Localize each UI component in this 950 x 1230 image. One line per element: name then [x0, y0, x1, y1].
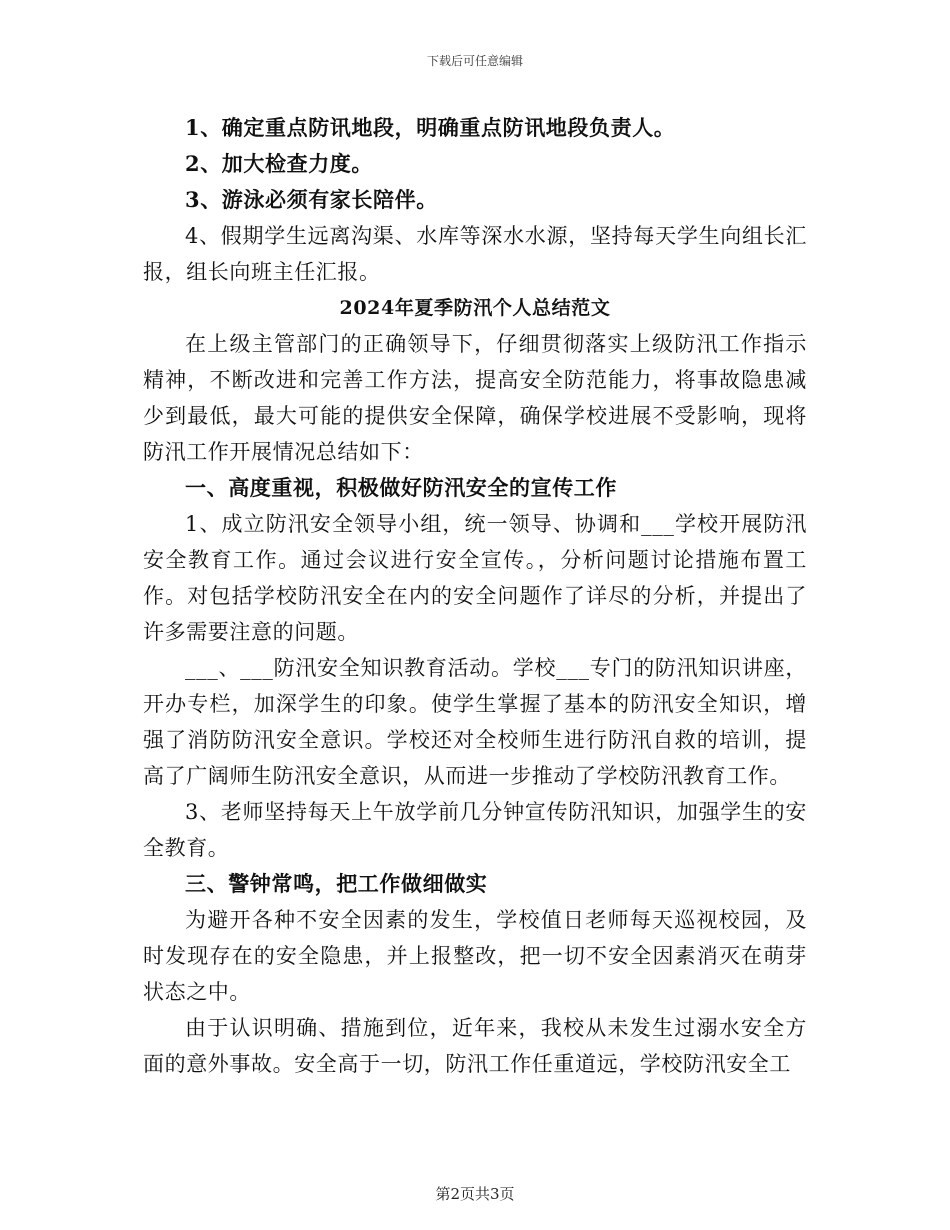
- section-3-paragraph-2: 由于认识明确、措施到位，近年来，我校从未发生过溺水安全方面的意外事故。安全高于一切，防汛工作任重道远，学校防汛安全工: [143, 1016, 807, 1076]
- measure-item-3: 3、游泳必须有家长陪伴。: [185, 187, 438, 212]
- section-3-paragraph-1: 为避开各种不安全因素的发生，学校值日老师每天巡视校园，及时发现存在的安全隐患，并上报整改，把一切不安全因素消灭在萌芽状态之中。: [143, 908, 807, 1004]
- section-1-item-2: ___、___防汛安全知识教育活动。学校___专门的防汛知识讲座，开办专栏，加深学生的印象。使学生掌握了基本的防汛安全知识，增强了消防防汛安全意识。学校还对全校师生进行防汛自救的培训，提高了广阔师生防汛安全意识，从而进一步推动了学校防汛教育工作。: [143, 656, 807, 788]
- document-title: 2024年夏季防汛个人总结范文: [339, 297, 611, 319]
- measure-item-2: 2、加大检查力度。: [185, 151, 374, 176]
- section-1-item-3: 3、老师坚持每天上午放学前几分钟宣传防汛知识，加强学生的安全教育。: [143, 800, 807, 860]
- section-3-heading: 三、警钟常鸣，把工作做细做实: [185, 871, 488, 896]
- document-body: [143, 110, 807, 1082]
- section-1-item-1: 1、成立防汛安全领导小组，统一领导、协调和___学校开展防汛安全教育工作。通过会议进行安全宣传。，分析问题讨论措施布置工作。对包括学校防汛安全在内的安全问题作了详尽的分析，并提出了许多需要注意的问题。: [143, 512, 807, 644]
- page-header-note: 下载后可任意编辑: [426, 54, 523, 68]
- section-1-heading: 一、高度重视，积极做好防汛安全的宣传工作: [185, 475, 617, 500]
- measure-item-1: 1、确定重点防讯地段，明确重点防讯地段负责人。: [185, 115, 676, 140]
- intro-paragraph: 在上级主管部门的正确领导下，仔细贯彻落实上级防汛工作指示精神，不断改进和完善工作方法，提高安全防范能力，将事故隐患减少到最低，最大可能的提供安全保障，确保学校进展不受影响，现将防汛工作开展情况总结如下：: [143, 332, 807, 464]
- measure-item-4: 4、假期学生远离沟渠、水库等深水水源，坚持每天学生向组长汇报，组长向班主任汇报。: [143, 224, 807, 284]
- page-number: 第2页共3页: [435, 1185, 515, 1203]
